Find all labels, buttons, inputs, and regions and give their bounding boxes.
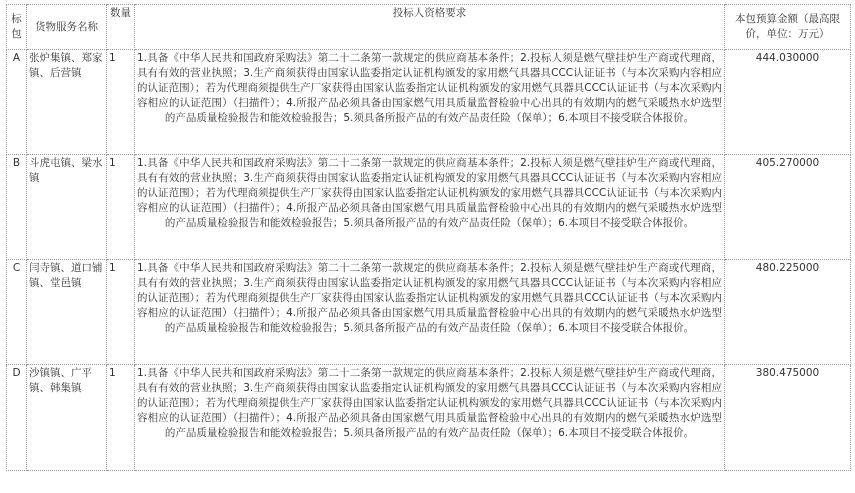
cell-requirements: 1.具备《中华人民共和国政府采购法》第二十二条第一款规定的供应商基本条件；2.投标人须是燃气壁挂炉生产商或代理商，具有有效的营业执照；3.生产商须获得由国家认监委指定认证机构颁发的家用燃气具器具CCC认证证书（与本次采购内容相应的认证范围）；若为代理商须提供生产厂家获得由国家认监委指定认证机构颁发的家用燃气具器具CCC认证证书（与本次采购内容相应的认证范围）（扫描件）；4.所报产品必须具备由国家燃气用具质量监督检验中心出具的有效期内的燃气采暖热水炉选型的产品质量检验报告和能效检验报告；5.须具备所报产品的有效产品责任险（保单）；6.本项目不接受联合体报价。 — [135, 155, 725, 260]
cell-name: 张炉集镇、郑家镇、后营镇 — [27, 50, 107, 155]
table-row — [7, 365, 851, 471]
cell-name: 闫寺镇、道口铺镇、堂邑镇 — [27, 260, 107, 365]
table-row — [7, 50, 851, 155]
cell-qty: 1 — [107, 155, 135, 260]
table-header-row — [7, 5, 851, 50]
cell-pkg: A — [7, 50, 27, 155]
header-name: 货物服务名称 — [27, 5, 107, 50]
cell-requirements: 1.具备《中华人民共和国政府采购法》第二十二条第一款规定的供应商基本条件；2.投标人须是燃气壁挂炉生产商或代理商，具有有效的营业执照；3.生产商须获得由国家认监委指定认证机构颁发的家用燃气具器具CCC认证证书（与本次采购内容相应的认证范围）；若为代理商须提供生产厂家获得由国家认监委指定认证机构颁发的家用燃气具器具CCC认证证书（与本次采购内容相应的认证范围）（扫描件）；4.所报产品必须具备由国家燃气用具质量监督检验中心出具的有效期内的燃气采暖热水炉选型的产品质量检验报告和能效检验报告；5.须具备所报产品的有效产品责任险（保单）；6.本项目不接受联合体报价。 — [135, 50, 725, 155]
table-row — [7, 155, 851, 260]
cell-name: 斗虎屯镇、梁水镇 — [27, 155, 107, 260]
header-qty: 数量 — [107, 5, 135, 50]
cell-requirements: 1.具备《中华人民共和国政府采购法》第二十二条第一款规定的供应商基本条件；2.投标人须是燃气壁挂炉生产商或代理商，具有有效的营业执照；3.生产商须获得由国家认监委指定认证机构颁发的家用燃气具器具CCC认证证书（与本次采购内容相应的认证范围）；若为代理商须提供生产厂家获得由国家认监委指定认证机构颁发的家用燃气具器具CCC认证证书（与本次采购内容相应的认证范围）（扫描件）；4.所报产品必须具备由国家燃气用具质量监督检验中心出具的有效期内的燃气采暖热水炉选型的产品质量检验报告和能效检验报告；5.须具备所报产品的有效产品责任险（保单）；6.本项目不接受联合体报价。 — [135, 365, 725, 471]
table-row — [7, 260, 851, 365]
cell-qty: 1 — [107, 365, 135, 471]
cell-requirements: 1.具备《中华人民共和国政府采购法》第二十二条第一款规定的供应商基本条件；2.投标人须是燃气壁挂炉生产商或代理商，具有有效的营业执照；3.生产商须获得由国家认监委指定认证机构颁发的家用燃气具器具CCC认证证书（与本次采购内容相应的认证范围）；若为代理商须提供生产厂家获得由国家认监委指定认证机构颁发的家用燃气具器具CCC认证证书（与本次采购内容相应的认证范围）（扫描件）；4.所报产品必须具备由国家燃气用具质量监督检验中心出具的有效期内的燃气采暖热水炉选型的产品质量检验报告和能效检验报告；5.须具备所报产品的有效产品责任险（保单）；6.本项目不接受联合体报价。 — [135, 260, 725, 365]
cell-budget: 380.475000 — [725, 365, 851, 471]
header-pkg: 标包 — [7, 5, 27, 50]
cell-budget: 405.270000 — [725, 155, 851, 260]
cell-pkg: B — [7, 155, 27, 260]
cell-qty: 1 — [107, 50, 135, 155]
cell-pkg: D — [7, 365, 27, 471]
cell-budget: 444.030000 — [725, 50, 851, 155]
header-requirements: 投标人资格要求 — [135, 5, 725, 50]
cell-qty: 1 — [107, 260, 135, 365]
header-budget: 本包预算金额（最高限价，单位：万元） — [725, 5, 851, 50]
cell-name: 沙镇镇、广平镇、韩集镇 — [27, 365, 107, 471]
cell-pkg: C — [7, 260, 27, 365]
cell-budget: 480.225000 — [725, 260, 851, 365]
qualification-table — [6, 4, 851, 471]
